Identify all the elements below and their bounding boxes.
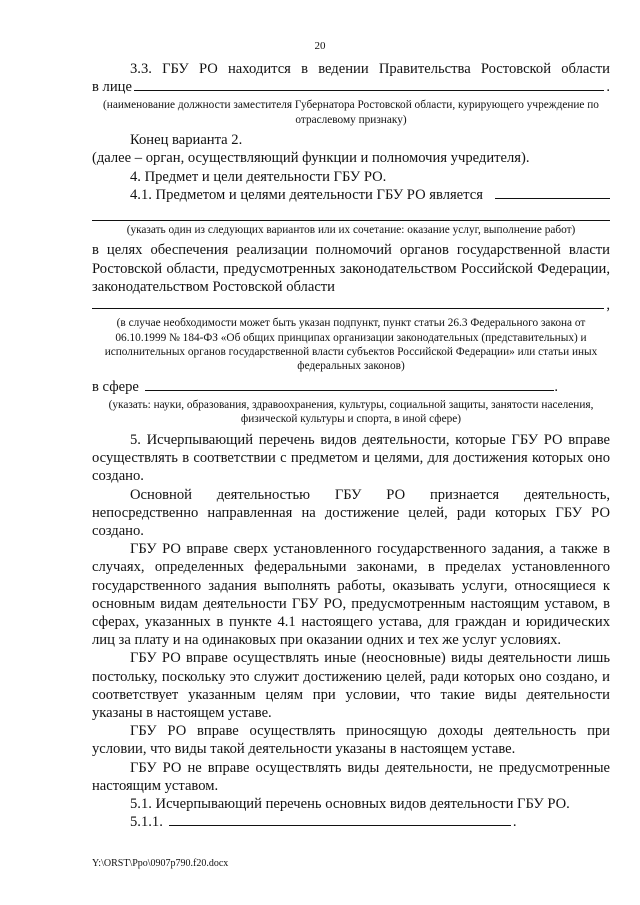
paragraph-not-allowed: ГБУ РО не вправе осуществлять виды деятельности, не предусмотренные настоящим уставом. <box>92 759 610 794</box>
deputy-blank <box>134 78 604 91</box>
paragraph-other-activity: ГБУ РО вправе осуществлять иные (неосновные) виды деятельности лишь постольку, поскольку это служит достижению целей, ради которых оно создано, и соответствует указанным целям при условии, что такие виды деятельности указаны в настоящем уставе. <box>92 650 610 721</box>
paragraph-5-1-1-line: 5.1.1. . <box>130 814 517 831</box>
in-person-label: в лице <box>92 79 132 96</box>
paragraph-3-3: 3.3. ГБУ РО находится в ведении Правительства Ростовской области <box>130 61 610 77</box>
note-law: (в случае необходимости может быть указан подпункт, пункт статьи 26.3 Федерального закона от 06.10.1999 № 184-ФЗ «Об общих принципах организации законодательных (представительных) и исполнительных органов государственной власти субъектов Российской Федерации» или статьи иных федеральных законов) <box>104 317 598 373</box>
sphere-label: в сфере <box>92 378 139 395</box>
subject-blank-1 <box>495 186 610 199</box>
footer-file-path: Y:\ORST\Ppo\0907p790.f20.docx <box>92 858 229 869</box>
note-sphere: (указать: науки, образования, здравоохранения, культуры, социальной защиты, занятости населения, физической культуры и спорта, в иной сфере) <box>108 399 594 426</box>
paragraph-income: ГБУ РО вправе осуществлять приносящую доходы деятельность при условии, что виды такой деятельности указаны в настоящем уставе. <box>92 723 610 758</box>
paragraph-5-1: 5.1. Исчерпывающий перечень основных видов деятельности ГБУ РО. <box>130 795 570 812</box>
document-body <box>92 60 610 831</box>
paragraph-4-1: 4.1. Предметом и целями деятельности ГБУ РО является <box>130 186 483 203</box>
in-person-line: в лице . <box>92 79 610 96</box>
sphere-blank <box>145 378 554 391</box>
page-number: 20 <box>314 40 326 52</box>
note-deputy: (наименование должности заместителя Губернатора Ростовской области, курирующего учреждение по отраслевому признаку) <box>103 99 599 126</box>
paragraph-extra-task: ГБУ РО вправе сверх установленного государственного задания, а также в случаях, определенных федеральными законами, в пределах установленного государственного задания выполнять работы, оказывать услуги, относящиеся к основным видам деятельности ГБУ РО, предусмотренным настоящим уставом, в сферах, указанных в пункте 4.1 настоящего устава, для граждан и юридических лиц за плату и на одинаковых при оказании одних и тех же услуг условиях. <box>92 541 610 649</box>
paragraph-main-activity: Основной деятельностью ГБУ РО признается деятельность, непосредственно направленная на достижение целей, ради которых ГБУ РО создано. <box>92 486 610 539</box>
purpose-text: в целях обеспечения реализации полномочий органов государственной власти Ростовской области, предусмотренных законодательством Российской Федерации, законодательством Ростовской области <box>92 242 610 295</box>
hereinafter-text: (далее – орган, осуществляющий функции и полномочия учредителя). <box>92 150 530 167</box>
note-options: (указать один из следующих вариантов или их сочетание: оказание услуг, выполнение работ) <box>126 224 576 237</box>
purpose-blank-line: , <box>92 296 610 314</box>
section-4-title: 4. Предмет и цели деятельности ГБУ РО. <box>130 168 387 185</box>
paragraph-5: 5. Исчерпывающий перечень видов деятельности, которые ГБУ РО вправе осуществлять в соответствии с предметом и целями, для достижения которых оно создано. <box>92 431 610 485</box>
subject-blank-2 <box>92 204 610 221</box>
end-variant: Конец варианта 2. <box>130 132 243 149</box>
purpose-blank <box>92 296 604 309</box>
paragraph-4-1-line <box>92 186 610 204</box>
sphere-line: в сфере . <box>92 378 558 395</box>
activity-blank <box>169 813 511 826</box>
paragraph-5-1-1-label: 5.1.1. <box>130 814 163 831</box>
